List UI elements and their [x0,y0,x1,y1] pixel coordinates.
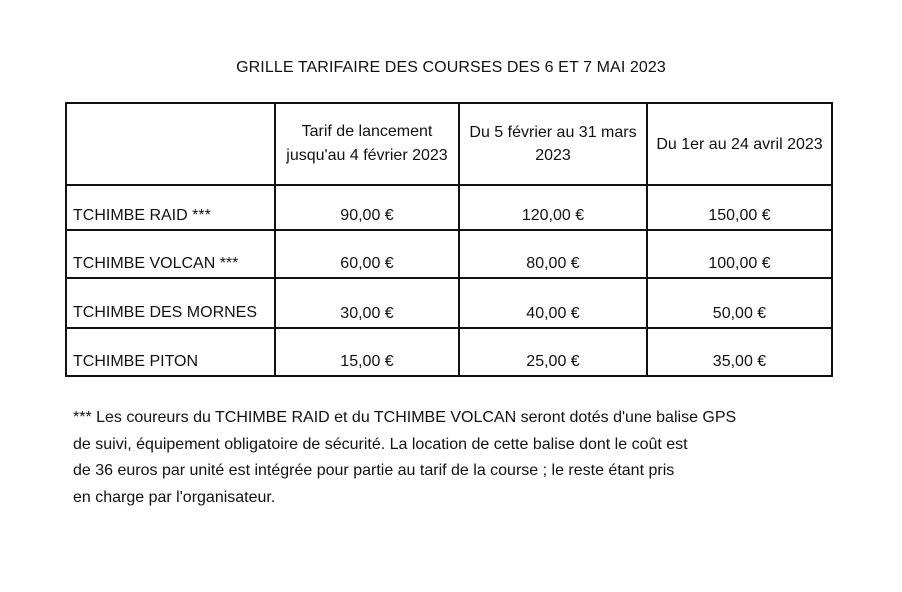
race-name: TCHIMBE PITON [66,328,275,376]
footnote-line: de 36 euros par unité est intégrée pour partie au tarif de la course ; le reste étant pris [73,462,675,479]
footnote-line: *** Les coureurs du TCHIMBE RAID et du TCHIMBE VOLCAN seront dotés d'une balise GPS [73,409,737,426]
header-launch-price: Tarif de lancement jusqu'au 4 février 2023 [275,103,459,185]
footnote [73,405,833,511]
page-title: GRILLE TARIFAIRE DES COURSES DES 6 ET 7 MAI 2023 [236,59,666,76]
table-header-row [66,103,832,185]
price-cell: 120,00 € [459,185,647,230]
header-april: Du 1er au 24 avril 2023 [647,103,832,185]
table-row [66,328,832,376]
price-cell: 150,00 € [647,185,832,230]
race-name: TCHIMBE DES MORNES [66,278,275,328]
price-cell: 50,00 € [647,278,832,328]
footnote-line: de suivi, équipement obligatoire de sécurité. La location de cette balise dont le coût est [73,435,688,453]
price-cell: 15,00 € [275,328,459,376]
race-name: TCHIMBE VOLCAN *** [66,230,275,278]
price-cell: 25,00 € [459,328,647,376]
price-table [65,102,833,377]
price-cell: 100,00 € [647,230,832,278]
price-cell: 35,00 € [647,328,832,376]
table-row [66,278,832,328]
table-row [66,230,832,278]
price-cell: 60,00 € [275,230,459,278]
header-february-march: Du 5 février au 31 mars 2023 [459,103,647,185]
price-cell: 30,00 € [275,278,459,328]
price-cell: 80,00 € [459,230,647,278]
table-row [66,185,832,230]
price-cell: 90,00 € [275,185,459,230]
header-empty-cell [66,103,275,185]
footnote-line: en charge par l'organisateur. [73,488,276,506]
race-name: TCHIMBE RAID *** [66,185,275,230]
price-cell: 40,00 € [459,278,647,328]
